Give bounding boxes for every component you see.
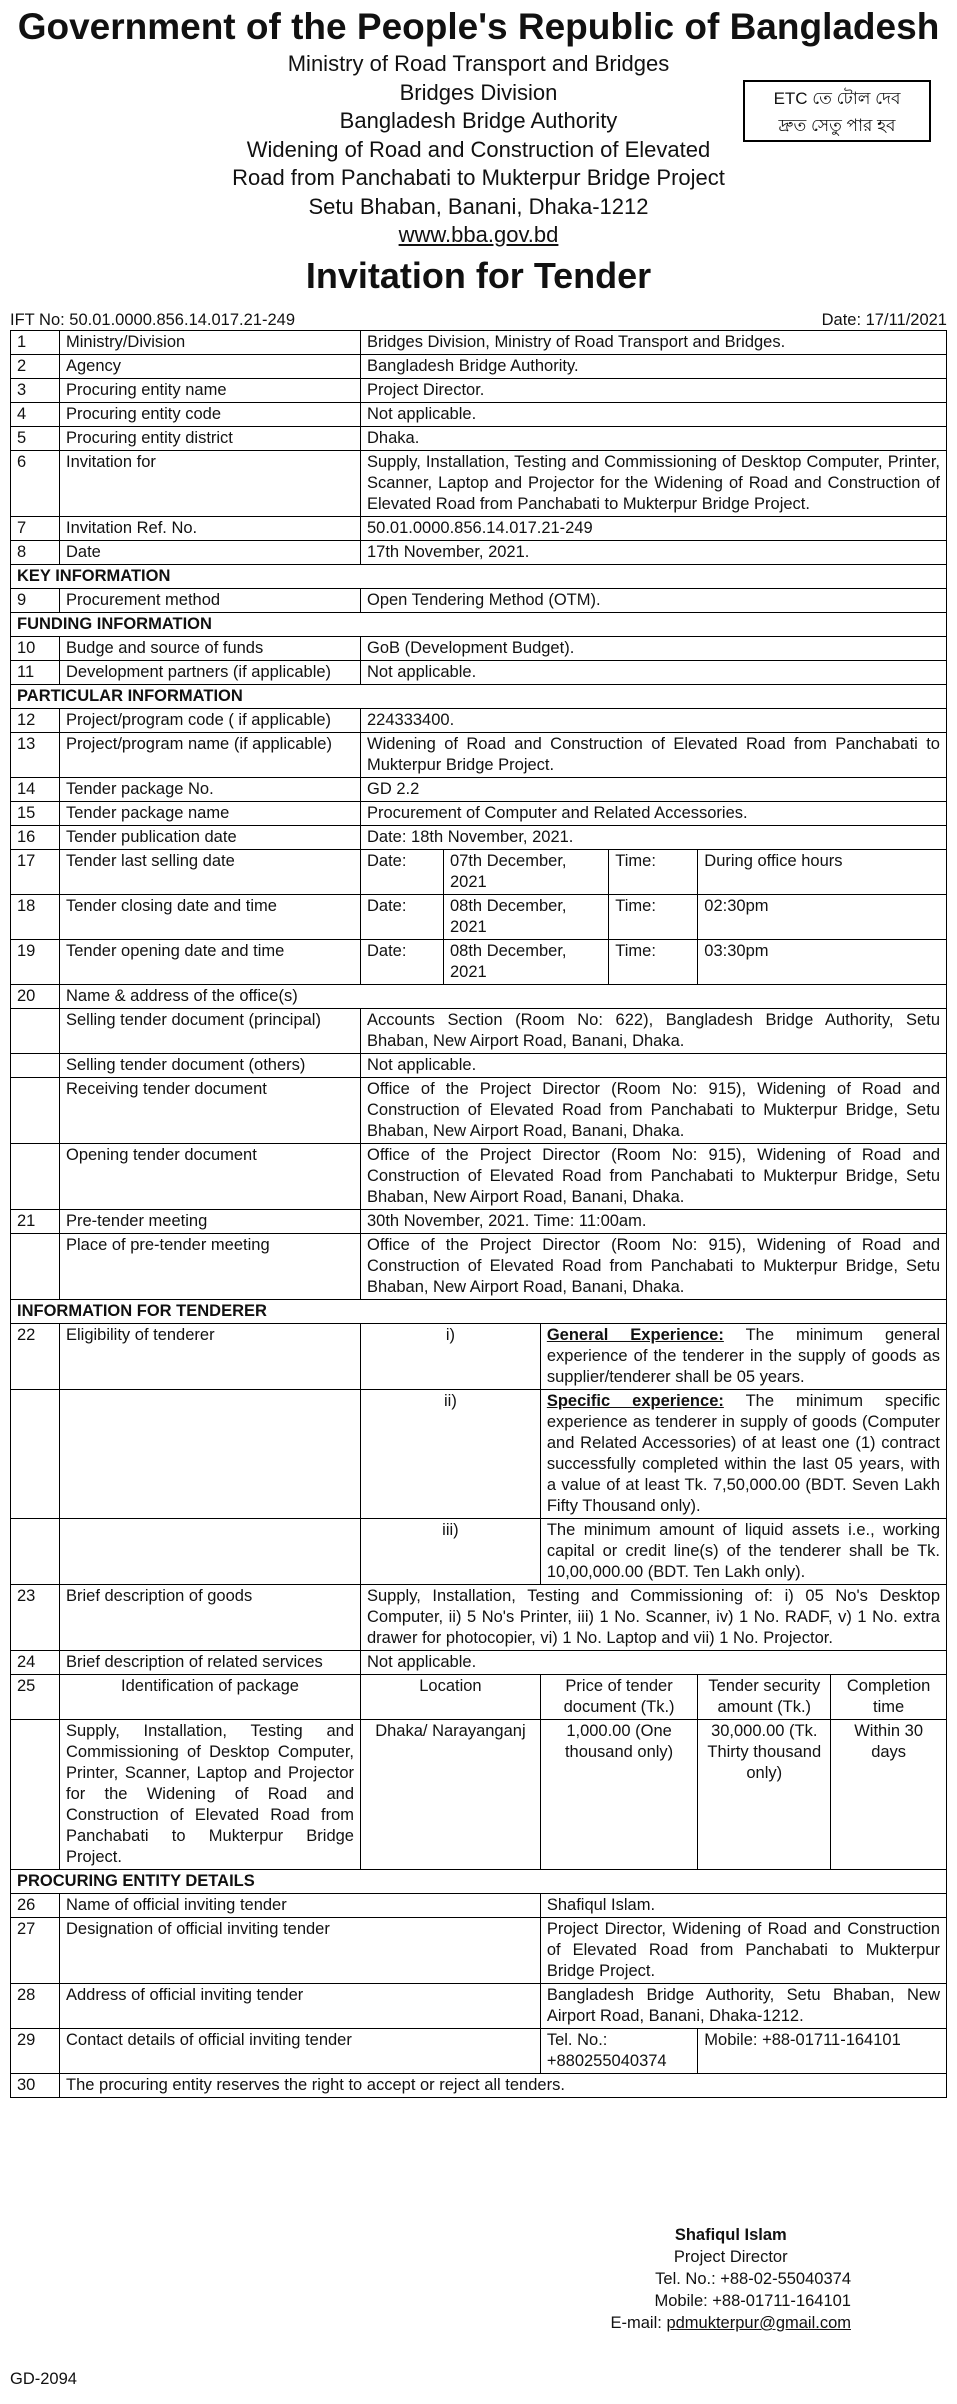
table-row — [11, 540, 947, 564]
table-row — [11, 1143, 947, 1209]
table-row — [11, 402, 947, 426]
row-number: 30 — [11, 2073, 60, 2097]
row-label: Pre-tender meeting — [60, 1209, 361, 1233]
row-number: 16 — [11, 825, 60, 849]
row-value: The procuring entity reserves the right to accept or reject all tenders. — [60, 2073, 947, 2097]
ift-date: Date: 17/11/2021 — [821, 310, 947, 329]
time-label: Time: — [609, 939, 698, 984]
table-row — [11, 588, 947, 612]
section-information-for-tenderer: INFORMATION FOR TENDERER — [11, 1299, 947, 1323]
table-row — [11, 1584, 947, 1650]
row-number: 22 — [11, 1323, 60, 1389]
table-row — [11, 732, 947, 777]
row-label: Agency — [60, 354, 361, 378]
table-row — [11, 1917, 947, 1983]
signature-block — [611, 2224, 851, 2334]
signatory-mobile: Mobile: +88-01711-164101 — [654, 2292, 851, 2310]
section-funding-information: FUNDING INFORMATION — [11, 612, 947, 636]
row-number: 4 — [11, 402, 60, 426]
table-row — [11, 516, 947, 540]
row-number: 11 — [11, 660, 60, 684]
row-label: Project/program name (if applicable) — [60, 732, 361, 777]
package-security: 30,000.00 (Tk. Thirty thousand only) — [698, 1719, 831, 1869]
row-value: Dhaka. — [361, 426, 947, 450]
package-col-identification: Identification of package — [60, 1674, 361, 1719]
row-value: 17th November, 2021. — [361, 540, 947, 564]
row-value: Widening of Road and Construction of Elevated Road from Panchabati to Mukterpur Bridge Project. — [361, 732, 947, 777]
row-number: 18 — [11, 894, 60, 939]
government-title: Government of the People's Republic of Bangladesh — [17, 6, 940, 47]
row-number: 7 — [11, 516, 60, 540]
page-title: Invitation for Tender — [305, 254, 652, 296]
row-value: Not applicable. — [361, 1650, 947, 1674]
tender-notice — [10, 4, 947, 2396]
signatory-email-line — [611, 2312, 851, 2334]
table-row — [11, 849, 947, 894]
row-number: 19 — [11, 939, 60, 984]
package-col-price: Price of tender document (Tk.) — [540, 1674, 697, 1719]
date-value: 08th December, 2021 — [444, 939, 609, 984]
eligibility-body: The minimum specific experience as tenderer in supply of goods (Computer and Related Accessories) of at least one (1) contract successfully completed within the last 05 years, with a value of at least Tk. 7,50,000.00 (BDT. Seven Lakh Fifty Thousand only). — [546, 1391, 940, 1515]
row-number: 21 — [11, 1209, 60, 1233]
eligibility-index: ii) — [361, 1389, 541, 1518]
row-label: Selling tender document (principal) — [60, 1008, 361, 1053]
time-label: Time: — [609, 894, 698, 939]
row-label: Tender closing date and time — [60, 894, 361, 939]
website-link[interactable]: www.bba.gov.bd — [398, 222, 559, 247]
etc-slogan-line-2: দ্রুত সেতু পার হব — [778, 116, 896, 135]
row-value: Procurement of Computer and Related Accessories. — [361, 801, 947, 825]
eligibility-text — [540, 1323, 946, 1389]
date-label: Date: — [361, 849, 444, 894]
table-row — [11, 660, 947, 684]
etc-slogan-line-1: ETC তে টোল দেব — [773, 89, 901, 108]
table-row — [11, 825, 947, 849]
row-label: Tender last selling date — [60, 849, 361, 894]
row-number: 1 — [11, 330, 60, 354]
row-value: Project Director. — [361, 378, 947, 402]
date-label: Date: — [361, 894, 444, 939]
row-number: 28 — [11, 1983, 60, 2028]
section-particular-information: PARTICULAR INFORMATION — [11, 684, 947, 708]
row-number: 3 — [11, 378, 60, 402]
time-value: 03:30pm — [698, 939, 947, 984]
package-header-row — [11, 1674, 947, 1719]
table-row — [11, 1518, 947, 1584]
ministry: Ministry of Road Transport and Bridges — [287, 51, 670, 76]
row-value: GoB (Development Budget). — [361, 636, 947, 660]
row-label: Opening tender document — [60, 1143, 361, 1209]
date-value: 08th December, 2021 — [444, 894, 609, 939]
row-number: 15 — [11, 801, 60, 825]
row-number: 20 — [11, 984, 60, 1008]
row-label: Procuring entity code — [60, 402, 361, 426]
row-label: Brief description of related services — [60, 1650, 361, 1674]
row-value: 50.01.0000.856.14.017.21-249 — [361, 516, 947, 540]
time-label: Time: — [609, 849, 698, 894]
table-row — [11, 1053, 947, 1077]
email-label: E-mail: — [610, 2314, 667, 2332]
row-label: Procuring entity district — [60, 426, 361, 450]
contact-tel: Tel. No.: +880255040374 — [540, 2028, 697, 2073]
row-value: Project Director, Widening of Road and Construction of Elevated Road from Panchabati to Mukterpur Bridge Project. — [540, 1917, 946, 1983]
row-value: Supply, Installation, Testing and Commissioning of: i) 05 No's Desktop Computer, ii) 5 No's Printer, iii) 1 No. Scanner, iv) 1 No. RADF, v) 1 No. extra drawer for photocopier, vi) 1 No. Laptop and vii) 1 No. Projector. — [361, 1584, 947, 1650]
row-value: Office of the Project Director (Room No: 915), Widening of Road and Construction of Elevated Road from Panchabati to Mukterpur Bridge, Setu Bhaban, New Airport Road, Banani, Dhaka. — [361, 1143, 947, 1209]
section-procuring-entity-details: PROCURING ENTITY DETAILS — [11, 1869, 947, 1893]
row-number: 6 — [11, 450, 60, 516]
email-link[interactable]: pdmukterpur@gmail.com — [666, 2314, 851, 2332]
section-header — [11, 684, 947, 708]
row-value: 224333400. — [361, 708, 947, 732]
row-number: 10 — [11, 636, 60, 660]
row-number: 24 — [11, 1650, 60, 1674]
row-number: 14 — [11, 777, 60, 801]
row-number: 29 — [11, 2028, 60, 2073]
row-number: 5 — [11, 426, 60, 450]
package-identification: Supply, Installation, Testing and Commissioning of Desktop Computer, Printer, Scanner, Laptop and Projector for the Widening of Road and Construction of Elevated Road from Panchabati to Mukterpur Bridge Project. — [60, 1719, 361, 1869]
row-number: 23 — [11, 1584, 60, 1650]
row-label: Address of official inviting tender — [60, 1983, 541, 2028]
etc-slogan-box — [743, 80, 931, 142]
eligibility-text: The minimum amount of liquid assets i.e., working capital or credit line(s) of the tenderer shall be Tk. 10,00,000.00 (BDT. Ten Lakh only). — [540, 1518, 946, 1584]
table-row — [11, 450, 947, 516]
row-label: Place of pre-tender meeting — [60, 1233, 361, 1299]
row-label: Procuring entity name — [60, 378, 361, 402]
row-label: Tender package name — [60, 801, 361, 825]
row-value: Bangladesh Bridge Authority. — [361, 354, 947, 378]
eligibility-body: The minimum general experience of the tenderer in the supply of goods as supplier/tenderer shall be 05 years. — [546, 1325, 940, 1386]
project-line-1: Widening of Road and Construction of Elevated — [246, 136, 711, 162]
authority: Bangladesh Bridge Authority — [339, 108, 618, 133]
row-label: Ministry/Division — [60, 330, 361, 354]
row-value: Bangladesh Bridge Authority, Setu Bhaban, New Airport Road, Banani, Dhaka-1212. — [540, 1983, 946, 2028]
row-number: 25 — [11, 1674, 60, 1719]
eligibility-heading: Specific experience: — [546, 1391, 724, 1410]
tender-table — [10, 330, 947, 2098]
row-label: Development partners (if applicable) — [60, 660, 361, 684]
row-number: 12 — [11, 708, 60, 732]
row-value: Date: 18th November, 2021. — [361, 825, 947, 849]
ift-number: IFT No: 50.01.0000.856.14.017.21-249 — [10, 310, 295, 329]
date-label: Date: — [361, 939, 444, 984]
table-row — [11, 2073, 947, 2097]
table-row — [11, 708, 947, 732]
table-row — [11, 984, 947, 1008]
date-value: 07th December, 2021 — [444, 849, 609, 894]
table-row — [11, 1077, 947, 1143]
row-label: Eligibility of tenderer — [60, 1323, 361, 1389]
time-value: 02:30pm — [698, 894, 947, 939]
package-col-security: Tender security amount (Tk.) — [698, 1674, 831, 1719]
row-label: Invitation Ref. No. — [60, 516, 361, 540]
row-value: GD 2.2 — [361, 777, 947, 801]
package-completion: Within 30 days — [831, 1719, 947, 1869]
row-value: Not applicable. — [361, 1053, 947, 1077]
table-row — [11, 894, 947, 939]
row-value: Supply, Installation, Testing and Commissioning of Desktop Computer, Printer, Scanner, Laptop and Projector for the Widening of Road and Construction of Elevated Road from Panchabati to Mukterpur Bridge Project. — [361, 450, 947, 516]
section-header — [11, 564, 947, 588]
row-value: 30th November, 2021. Time: 11:00am. — [361, 1209, 947, 1233]
table-row — [11, 801, 947, 825]
table-row — [11, 330, 947, 354]
package-price: 1,000.00 (One thousand only) — [540, 1719, 697, 1869]
project-line-2: Road from Panchabati to Mukterpur Bridge Project — [232, 165, 725, 190]
section-header — [11, 1299, 947, 1323]
row-label: Date — [60, 540, 361, 564]
row-number: 2 — [11, 354, 60, 378]
division: Bridges Division — [399, 79, 558, 105]
package-data-row — [11, 1719, 947, 1869]
table-row — [11, 939, 947, 984]
section-key-information: KEY INFORMATION — [11, 564, 947, 588]
section-header — [11, 1869, 947, 1893]
contact-mobile: Mobile: +88-01711-164101 — [698, 2028, 947, 2073]
row-label: Brief description of goods — [60, 1584, 361, 1650]
row-number: 9 — [11, 588, 60, 612]
table-row — [11, 1323, 947, 1389]
header — [10, 4, 947, 302]
row-value: Bridges Division, Ministry of Road Transport and Bridges. — [361, 330, 947, 354]
footer-code: GD-2094 — [10, 2370, 77, 2388]
row-value: Not applicable. — [361, 660, 947, 684]
row-number: 8 — [11, 540, 60, 564]
row-value: Not applicable. — [361, 402, 947, 426]
eligibility-index: i) — [361, 1323, 541, 1389]
row-value: Open Tendering Method (OTM). — [361, 588, 947, 612]
row-label: Name & address of the office(s) — [60, 984, 947, 1008]
table-row — [11, 636, 947, 660]
row-value: Accounts Section (Room No: 622), Bangladesh Bridge Authority, Setu Bhaban, New Airport Road, Banani, Dhaka. — [361, 1008, 947, 1053]
row-value: Office of the Project Director (Room No: 915), Widening of Road and Construction of Elevated Road from Panchabati to Mukterpur Bridge, Setu Bhaban, New Airport Road, Banani, Dhaka. — [361, 1077, 947, 1143]
row-label: Tender package No. — [60, 777, 361, 801]
address: Setu Bhaban, Banani, Dhaka-1212 — [308, 193, 649, 219]
section-header — [11, 612, 947, 636]
table-row — [11, 1983, 947, 2028]
row-label: Project/program code ( if applicable) — [60, 708, 361, 732]
signatory-name: Shafiqul Islam — [674, 2226, 787, 2244]
table-row — [11, 354, 947, 378]
row-label: Designation of official inviting tender — [60, 1917, 541, 1983]
row-label: Procurement method — [60, 588, 361, 612]
table-row — [11, 1209, 947, 1233]
table-row — [11, 1008, 947, 1053]
ift-meta-row — [10, 310, 947, 330]
time-value: During office hours — [698, 849, 947, 894]
package-col-location: Location — [361, 1674, 541, 1719]
table-row — [11, 1233, 947, 1299]
table-row — [11, 2028, 947, 2073]
table-row — [11, 426, 947, 450]
table-row — [11, 378, 947, 402]
table-row — [11, 1650, 947, 1674]
row-value: Shafiqul Islam. — [540, 1893, 946, 1917]
table-row — [11, 1893, 947, 1917]
row-label: Tender publication date — [60, 825, 361, 849]
row-number: 27 — [11, 1917, 60, 1983]
package-location: Dhaka/ Narayanganj — [361, 1719, 541, 1869]
row-label: Name of official inviting tender — [60, 1893, 541, 1917]
row-label: Invitation for — [60, 450, 361, 516]
signatory-title: Project Director — [673, 2248, 788, 2266]
package-col-completion: Completion time — [831, 1674, 947, 1719]
row-number: 17 — [11, 849, 60, 894]
row-label: Tender opening date and time — [60, 939, 361, 984]
row-number: 13 — [11, 732, 60, 777]
row-label: Budge and source of funds — [60, 636, 361, 660]
row-number: 26 — [11, 1893, 60, 1917]
table-row — [11, 777, 947, 801]
eligibility-index: iii) — [361, 1518, 541, 1584]
eligibility-text — [540, 1389, 946, 1518]
eligibility-heading: General Experience: — [546, 1325, 724, 1344]
row-label: Receiving tender document — [60, 1077, 361, 1143]
row-label: Selling tender document (others) — [60, 1053, 361, 1077]
row-value: Office of the Project Director (Room No: 915), Widening of Road and Construction of Elevated Road from Panchabati to Mukterpur Bridge, Setu Bhaban, New Airport Road, Banani, Dhaka. — [361, 1233, 947, 1299]
table-row — [11, 1389, 947, 1518]
row-label: Contact details of official inviting tender — [60, 2028, 541, 2073]
signatory-tel: Tel. No.: +88-02-55040374 — [655, 2270, 851, 2288]
